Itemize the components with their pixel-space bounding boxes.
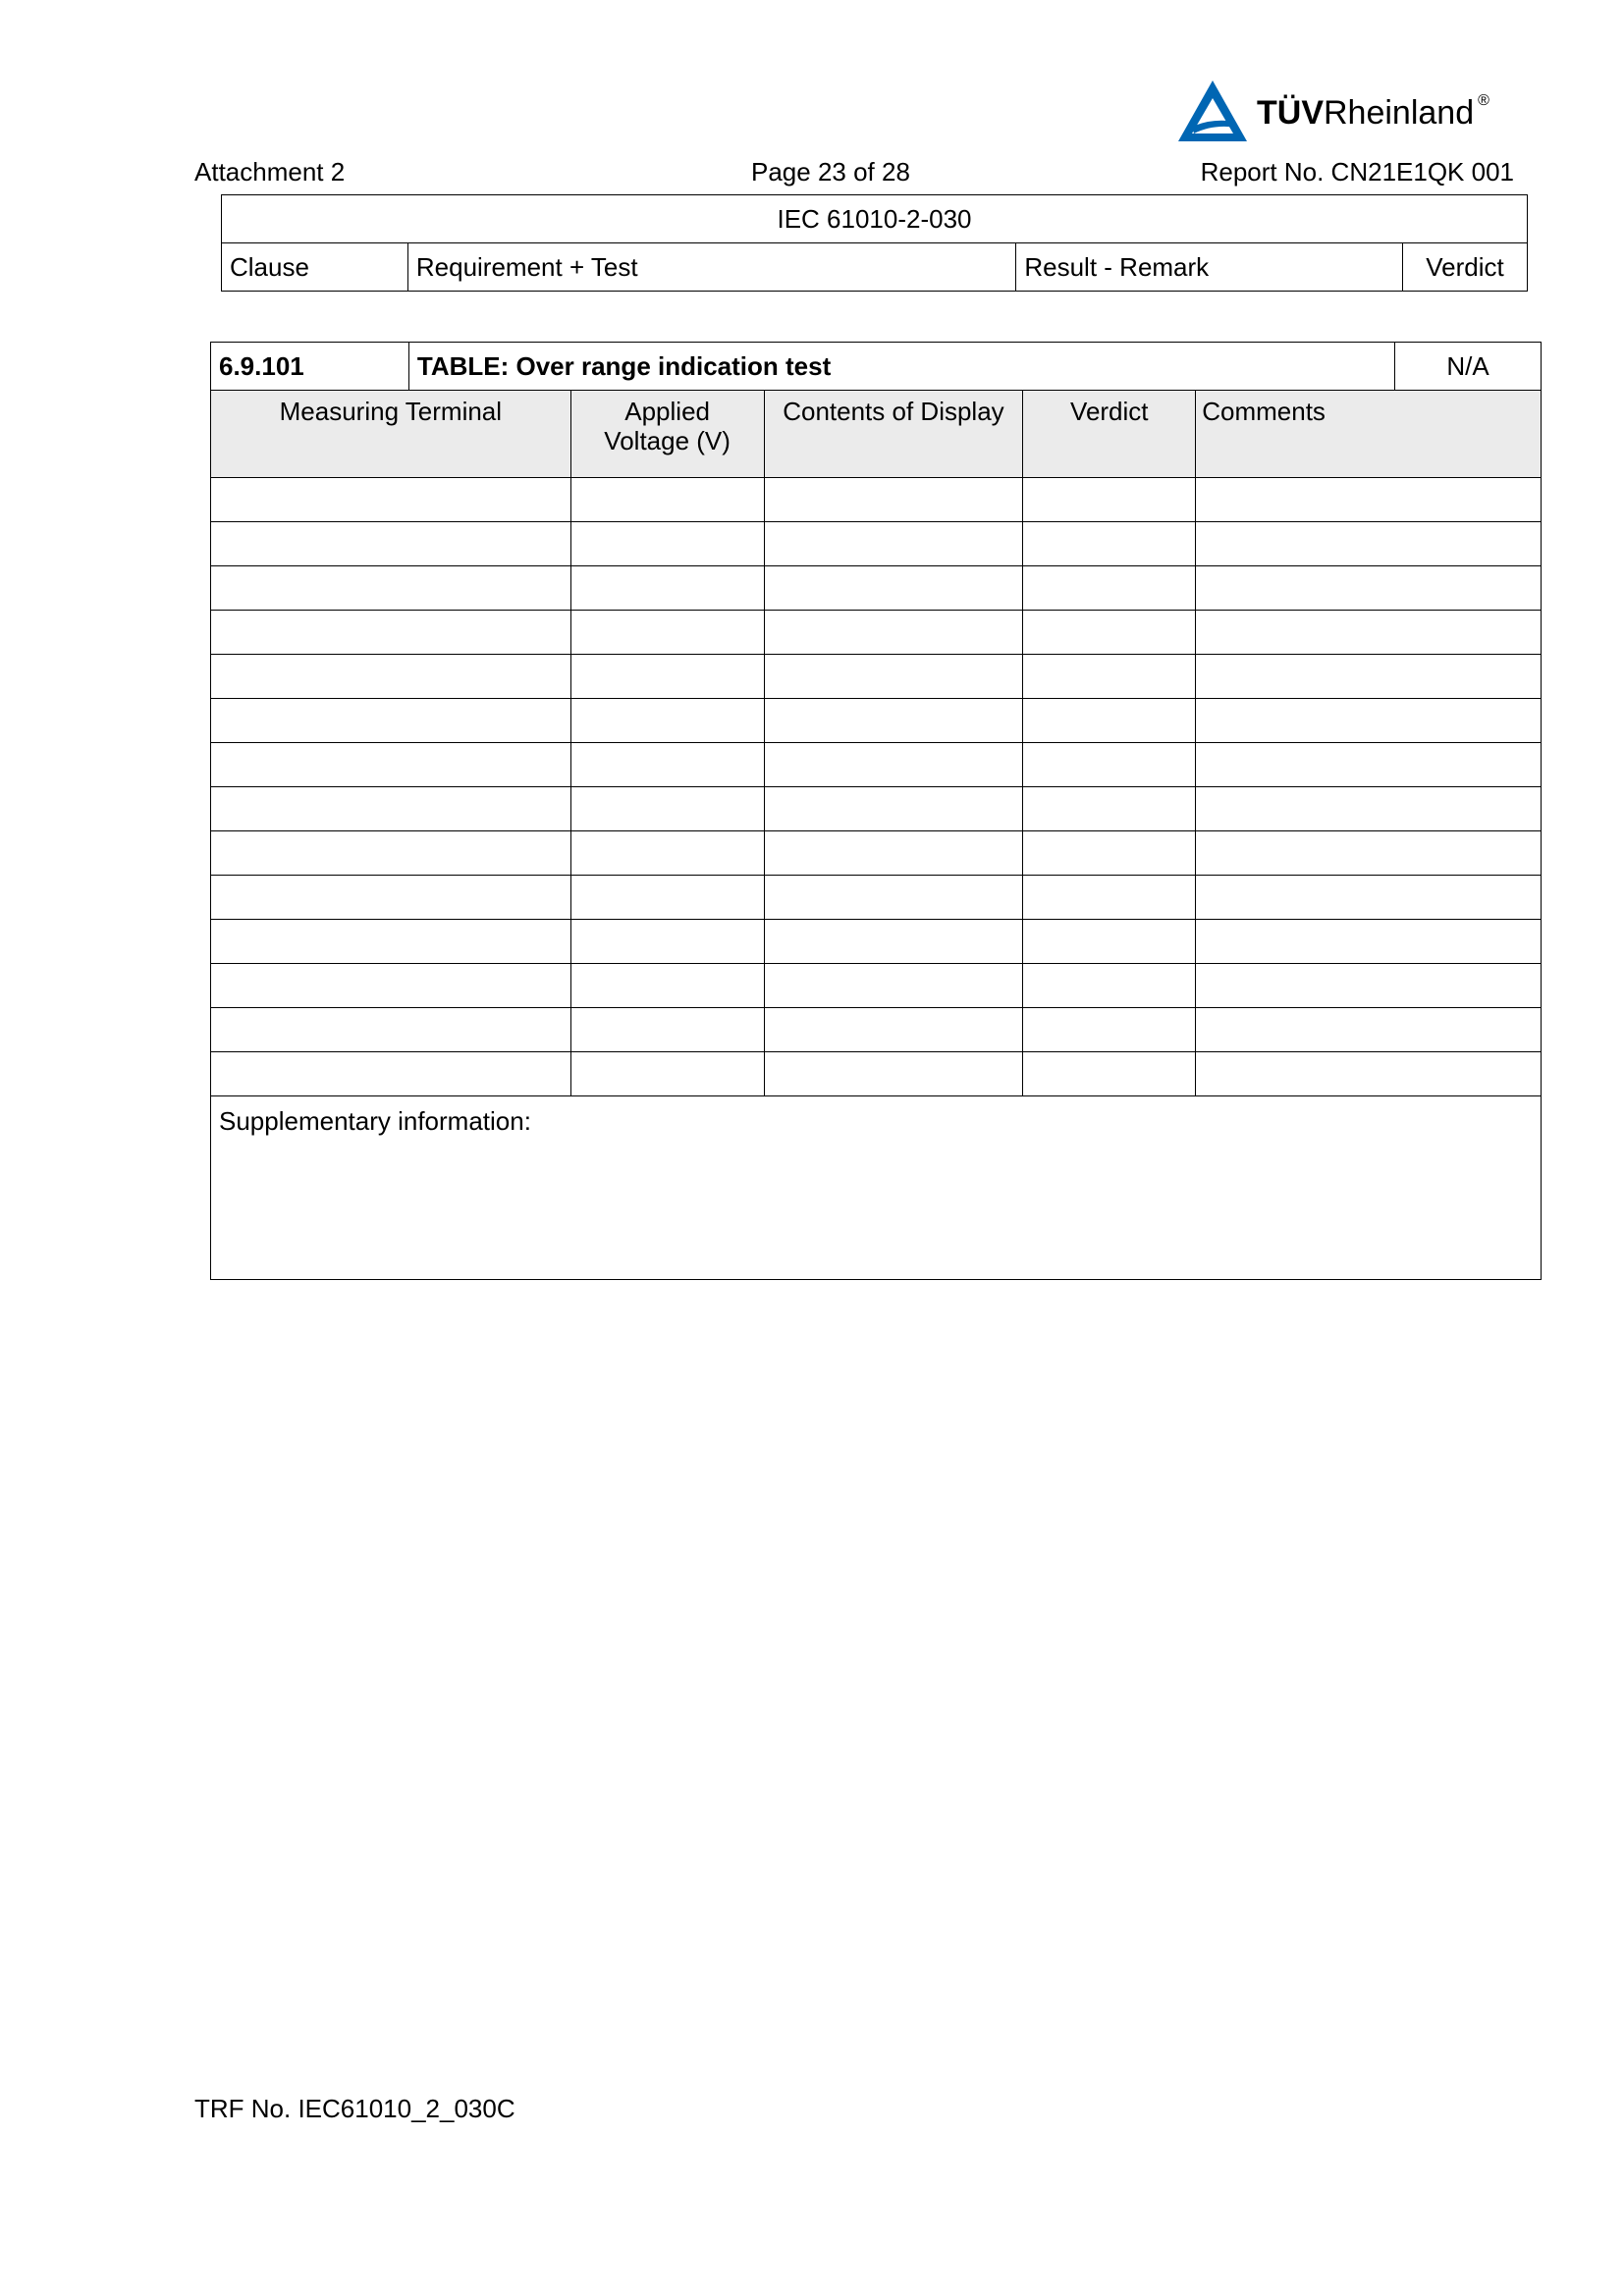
- verdict-cell[interactable]: [1023, 964, 1196, 1008]
- contents-of-display-cell[interactable]: [764, 611, 1023, 655]
- measuring-terminal-cell[interactable]: [211, 920, 571, 964]
- measuring-terminal-cell[interactable]: [211, 611, 571, 655]
- applied-voltage-cell[interactable]: [570, 787, 764, 831]
- comments-cell[interactable]: [1196, 1008, 1542, 1052]
- verdict-cell[interactable]: [1023, 1008, 1196, 1052]
- applied-voltage-cell[interactable]: [570, 831, 764, 876]
- measuring-terminal-cell[interactable]: [211, 699, 571, 743]
- applied-voltage-cell[interactable]: [570, 699, 764, 743]
- table-row: [211, 1008, 1542, 1052]
- column-header-requirement: Requirement + Test: [407, 243, 1015, 292]
- logo-brand-rest: Rheinland: [1324, 94, 1475, 132]
- measuring-terminal-cell[interactable]: [211, 566, 571, 611]
- registered-mark: ®: [1478, 92, 1489, 109]
- verdict-cell[interactable]: [1023, 566, 1196, 611]
- comments-cell[interactable]: [1196, 787, 1542, 831]
- verdict-cell[interactable]: [1023, 699, 1196, 743]
- comments-cell[interactable]: [1196, 655, 1542, 699]
- report-number: Report No. CN21E1QK 001: [1200, 157, 1514, 187]
- measuring-terminal-cell[interactable]: [211, 522, 571, 566]
- table-row: [211, 831, 1542, 876]
- logo-wordmark: [1257, 94, 1489, 133]
- contents-of-display-cell[interactable]: [764, 1008, 1023, 1052]
- table-row: [211, 787, 1542, 831]
- supplementary-information: Supplementary information:: [211, 1096, 1542, 1280]
- contents-of-display-cell[interactable]: [764, 964, 1023, 1008]
- comments-cell[interactable]: [1196, 478, 1542, 522]
- standard-title: IEC 61010-2-030: [222, 195, 1528, 243]
- measuring-terminal-cell[interactable]: [211, 655, 571, 699]
- contents-of-display-cell[interactable]: [764, 831, 1023, 876]
- measuring-terminal-cell[interactable]: [211, 964, 571, 1008]
- table-row: [211, 478, 1542, 522]
- contents-of-display-cell[interactable]: [764, 920, 1023, 964]
- contents-of-display-cell[interactable]: [764, 1052, 1023, 1096]
- contents-of-display-cell[interactable]: [764, 787, 1023, 831]
- comments-cell[interactable]: [1196, 743, 1542, 787]
- comments-cell[interactable]: [1196, 522, 1542, 566]
- comments-cell[interactable]: [1196, 964, 1542, 1008]
- table-row: [211, 655, 1542, 699]
- verdict-cell[interactable]: [1023, 920, 1196, 964]
- table-row: [211, 964, 1542, 1008]
- table-row: [211, 522, 1542, 566]
- table-row: [211, 699, 1542, 743]
- column-header-result-verdict: Verdict: [1023, 391, 1196, 478]
- comments-cell[interactable]: [1196, 831, 1542, 876]
- verdict-cell[interactable]: [1023, 522, 1196, 566]
- column-header-result: Result - Remark: [1016, 243, 1403, 292]
- measuring-terminal-cell[interactable]: [211, 831, 571, 876]
- applied-voltage-cell[interactable]: [570, 522, 764, 566]
- applied-voltage-cell[interactable]: [570, 1008, 764, 1052]
- comments-cell[interactable]: [1196, 699, 1542, 743]
- verdict-cell[interactable]: [1023, 876, 1196, 920]
- table-row: [211, 876, 1542, 920]
- measuring-terminal-cell[interactable]: [211, 787, 571, 831]
- applied-voltage-line2: Voltage (V): [604, 426, 731, 455]
- test-clause-number: 6.9.101: [211, 343, 409, 391]
- triangle-logo-icon: [1176, 79, 1249, 143]
- verdict-cell[interactable]: [1023, 1052, 1196, 1096]
- comments-cell[interactable]: [1196, 566, 1542, 611]
- comments-cell[interactable]: [1196, 611, 1542, 655]
- verdict-cell[interactable]: [1023, 611, 1196, 655]
- page-number: Page 23 of 28: [751, 157, 910, 187]
- contents-of-display-cell[interactable]: [764, 566, 1023, 611]
- contents-of-display-cell[interactable]: [764, 522, 1023, 566]
- table-row: [211, 743, 1542, 787]
- measuring-terminal-cell[interactable]: [211, 743, 571, 787]
- measuring-terminal-cell[interactable]: [211, 1008, 571, 1052]
- trf-number: TRF No. IEC61010_2_030C: [194, 2094, 515, 2123]
- contents-of-display-cell[interactable]: [764, 655, 1023, 699]
- applied-voltage-cell[interactable]: [570, 1052, 764, 1096]
- applied-voltage-cell[interactable]: [570, 566, 764, 611]
- tuv-rheinland-logo: [1176, 77, 1530, 143]
- over-range-indication-table: [210, 342, 1542, 1280]
- applied-voltage-cell[interactable]: [570, 743, 764, 787]
- comments-cell[interactable]: [1196, 1052, 1542, 1096]
- contents-of-display-cell[interactable]: [764, 743, 1023, 787]
- measuring-terminal-cell[interactable]: [211, 876, 571, 920]
- applied-voltage-cell[interactable]: [570, 611, 764, 655]
- table-row: [211, 566, 1542, 611]
- comments-cell[interactable]: [1196, 876, 1542, 920]
- applied-voltage-cell[interactable]: [570, 964, 764, 1008]
- table-row: [211, 920, 1542, 964]
- contents-of-display-cell[interactable]: [764, 699, 1023, 743]
- standard-header-table: [221, 194, 1528, 292]
- table-row: [211, 611, 1542, 655]
- logo-brand-bold: TÜV: [1257, 94, 1324, 132]
- table-row: [211, 1052, 1542, 1096]
- applied-voltage-cell[interactable]: [570, 920, 764, 964]
- applied-voltage-line1: Applied: [624, 397, 710, 426]
- measuring-terminal-cell[interactable]: [211, 1052, 571, 1096]
- applied-voltage-cell[interactable]: [570, 655, 764, 699]
- verdict-cell[interactable]: [1023, 743, 1196, 787]
- comments-cell[interactable]: [1196, 920, 1542, 964]
- applied-voltage-cell[interactable]: [570, 876, 764, 920]
- verdict-cell[interactable]: [1023, 655, 1196, 699]
- test-column-headers: [211, 391, 1542, 478]
- column-header-comments: Comments: [1196, 391, 1542, 478]
- column-header-contents-of-display: Contents of Display: [764, 391, 1023, 478]
- verdict-cell[interactable]: [1023, 831, 1196, 876]
- test-table-title: TABLE: Over range indication test: [408, 343, 1394, 391]
- column-header-applied-voltage: [570, 391, 764, 478]
- column-header-measuring-terminal: Measuring Terminal: [211, 391, 571, 478]
- column-header-clause: Clause: [222, 243, 408, 292]
- verdict-cell[interactable]: [1023, 787, 1196, 831]
- contents-of-display-cell[interactable]: [764, 876, 1023, 920]
- column-header-verdict: Verdict: [1403, 243, 1528, 292]
- contents-of-display-cell[interactable]: [764, 478, 1023, 522]
- verdict-cell[interactable]: [1023, 478, 1196, 522]
- attachment-label: Attachment 2: [194, 157, 346, 187]
- applied-voltage-cell[interactable]: [570, 478, 764, 522]
- measuring-terminal-cell[interactable]: [211, 478, 571, 522]
- test-verdict: N/A: [1395, 343, 1542, 391]
